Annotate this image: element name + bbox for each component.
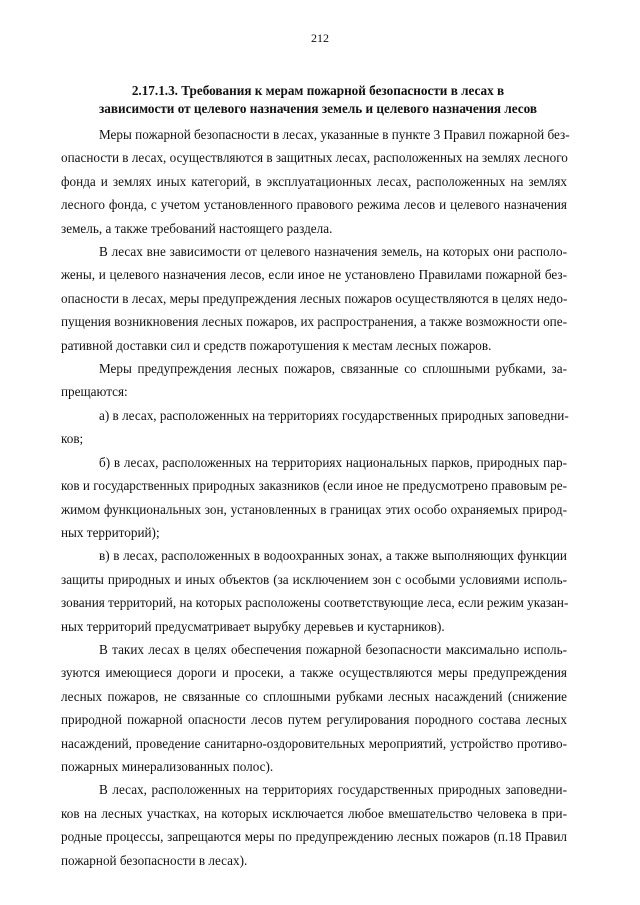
body-text xyxy=(61,123,570,872)
list-item-c xyxy=(61,544,567,638)
text-line: в) в лесах, расположенных в водоохранных зонах, а также выполняющих функции xyxy=(99,548,567,564)
list-item-b xyxy=(61,451,567,545)
paragraph xyxy=(61,123,570,240)
text-line: лесных пожаров, не связанные со сплошными рубками лесных насаждений (снижение xyxy=(61,688,567,704)
text-line: ных территорий предусматривает вырубку деревьев и кустарников). xyxy=(61,618,445,634)
text-line: Меры пожарной безопасности в лесах, указанные в пункте 3 Правил пожарной без- xyxy=(99,127,570,142)
paragraph xyxy=(61,240,567,357)
text-line: родные процессы, запрещаются меры по предупреждению лесных пожаров (п.18 Правил xyxy=(61,829,567,845)
text-line: природной пожарной опасности лесов путем регулирования породного состава лесных xyxy=(61,712,567,728)
text-line: пущения возникновения лесных пожаров, их распространения, а также возможности опе- xyxy=(61,314,567,330)
text-line: ных территорий); xyxy=(61,524,160,540)
text-line: а) в лесах, расположенных на территориях государственных природных заповедни- xyxy=(99,407,569,423)
text-line: Меры предупреждения лесных пожаров, связанные со сплошными рубками, за- xyxy=(99,361,567,377)
text-line: зуются имеющиеся дороги и просеки, а также осуществляются меры предупреждения xyxy=(61,665,567,681)
paragraph xyxy=(61,638,567,778)
text-line: ков и государственных природных заказников (если иное не предусмотрено правовым ре- xyxy=(61,478,567,494)
text-line: б) в лесах, расположенных на территориях национальных парков, природных пар- xyxy=(99,454,567,470)
text-line: ративной доставки сил и средств пожаротушения к местам лесных пожаров. xyxy=(61,337,492,353)
text-line: фонда и землях иных категорий, в эксплуатационных лесах, расположенных на землях xyxy=(61,173,567,189)
text-line: пожарных минерализованных полос). xyxy=(61,758,274,774)
text-line: опасности в лесах, осуществляются в защитных лесах, расположенных на землях лесного xyxy=(61,150,568,166)
text-line: жимом функциональных зон, установленных в границах этих особо охраняемых природ- xyxy=(61,501,567,517)
text-line: В лесах вне зависимости от целевого назначения земель, на которых они располо- xyxy=(99,244,567,260)
text-line: защиты природных и иных объектов (за исключением зон с особыми условиями исполь- xyxy=(61,571,567,587)
text-line: В таких лесах в целях обеспечения пожарной безопасности максимально исполь- xyxy=(99,641,567,657)
text-line: земель, а также требований настоящего раздела. xyxy=(61,220,333,236)
paragraph xyxy=(61,778,567,872)
text-line: лесного фонда, с учетом установленного правового режима лесов и целевого назначения xyxy=(61,197,567,213)
page-number: 212 xyxy=(311,31,329,45)
text-line: прещаются: xyxy=(61,384,128,400)
text-line: В лесах, расположенных на территориях государственных природных заповедни- xyxy=(99,782,567,798)
paragraph xyxy=(61,357,567,404)
text-line: опасности в лесах, меры предупреждения лесных пожаров осуществляются в целях недо- xyxy=(61,290,568,306)
text-line: жены, и целевого назначения лесов, если иное не установлено Правилами пожарной без- xyxy=(61,267,567,283)
section-heading-line: 2.17.1.3. Требования к мерам пожарной безопасности в лесах в xyxy=(131,83,505,98)
section-heading-line: зависимости от целевого назначения земель и целевого назначения лесов xyxy=(99,100,537,116)
text-line: ков; xyxy=(61,431,84,447)
text-line: пожарной безопасности в лесах). xyxy=(61,852,248,868)
text-line: зования территорий, на которых расположены соответствующие леса, если режим указан- xyxy=(61,595,569,611)
text-line: насаждений, проведение санитарно-оздоровительных мероприятий, устройство противо- xyxy=(61,735,567,751)
section-heading xyxy=(88,82,548,117)
text-line: ков на лесных участках, на которых исключается любое вмешательство человека в при- xyxy=(61,805,567,821)
list-item-a xyxy=(61,404,567,451)
